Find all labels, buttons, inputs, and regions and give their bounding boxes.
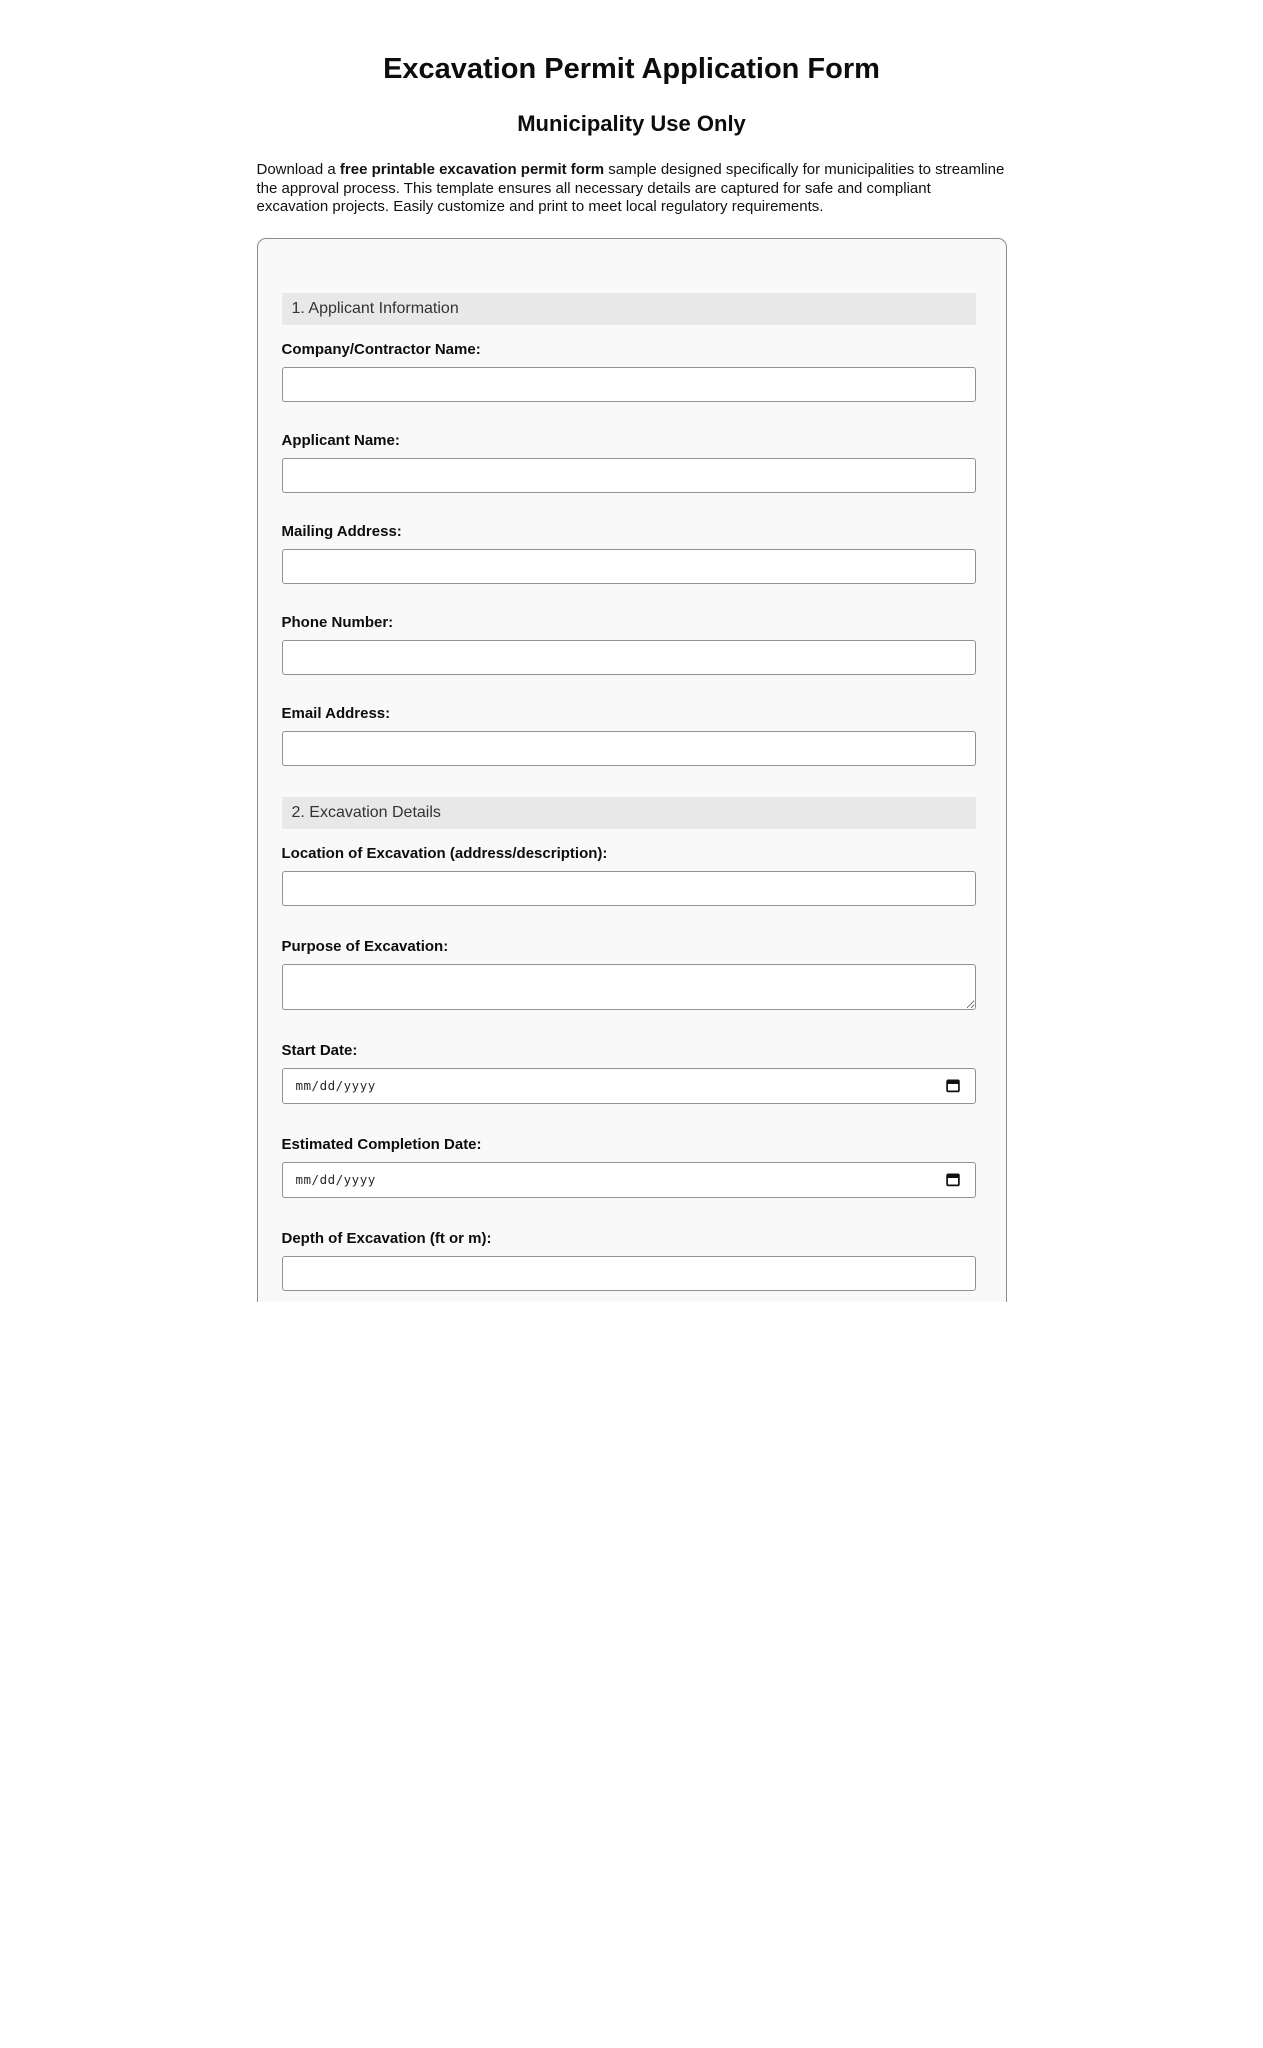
field-applicant-name: [282, 433, 976, 493]
start-date-placeholder: mm/dd/yyyy: [295, 1078, 376, 1093]
field-estimated-completion-date: [282, 1137, 976, 1198]
field-company-contractor-name: [282, 342, 976, 402]
page-title: Excavation Permit Application Form: [383, 53, 880, 85]
label-email-address: Email Address:: [281, 704, 391, 722]
intro-text-prefix: Download a: [256, 161, 340, 178]
label-company-contractor-name: Company/Contractor Name:: [281, 340, 481, 358]
field-start-date: [282, 1043, 976, 1104]
phone-number-input[interactable]: [282, 640, 976, 675]
excavation-depth-input[interactable]: [282, 1256, 976, 1291]
excavation-location-input[interactable]: [282, 871, 976, 906]
label-estimated-completion-date: Estimated Completion Date:: [281, 1135, 482, 1153]
intro-text-bold: free printable excavation permit form: [339, 161, 605, 178]
mailing-address-input[interactable]: [282, 549, 976, 584]
field-excavation-location: [282, 846, 976, 906]
applicant-name-input[interactable]: [282, 458, 976, 493]
estimated-completion-date-input[interactable]: [282, 1162, 976, 1198]
calendar-icon[interactable]: [946, 1078, 960, 1093]
section-heading-applicant-information: 1. Applicant Information: [282, 293, 976, 325]
section-heading-excavation-details: 2. Excavation Details: [282, 797, 976, 829]
label-excavation-location: Location of Excavation (address/description):: [281, 844, 608, 862]
field-phone-number: [282, 615, 976, 675]
label-excavation-depth: Depth of Excavation (ft or m):: [281, 1229, 492, 1247]
company-contractor-name-input[interactable]: [282, 367, 976, 402]
label-start-date: Start Date:: [281, 1041, 358, 1059]
email-address-input[interactable]: [282, 731, 976, 766]
content-column: [257, 52, 1007, 1302]
intro-text-suffix: sample designed specifically for municipalities to streamline the approval process. This template ensures all necessary details are captured for safe and compliant excavation projects. Easily customize and print to meet local regulatory requirements.: [256, 161, 1005, 215]
field-mailing-address: [282, 524, 976, 584]
permit-form-card: [257, 238, 1007, 1303]
field-email-address: [282, 706, 976, 766]
page-subtitle: Municipality Use Only: [517, 111, 746, 136]
field-excavation-purpose: [282, 939, 976, 1010]
field-excavation-depth: [282, 1231, 976, 1291]
calendar-icon[interactable]: [946, 1172, 960, 1187]
intro-paragraph: [257, 161, 1007, 217]
start-date-input[interactable]: [282, 1068, 976, 1104]
label-applicant-name: Applicant Name:: [281, 431, 400, 449]
label-excavation-purpose: Purpose of Excavation:: [281, 937, 449, 955]
estimated-completion-date-placeholder: mm/dd/yyyy: [295, 1172, 376, 1187]
label-mailing-address: Mailing Address:: [281, 522, 402, 540]
section-excavation-details: [282, 797, 976, 1291]
label-phone-number: Phone Number:: [281, 613, 394, 631]
excavation-purpose-textarea[interactable]: [282, 964, 976, 1010]
